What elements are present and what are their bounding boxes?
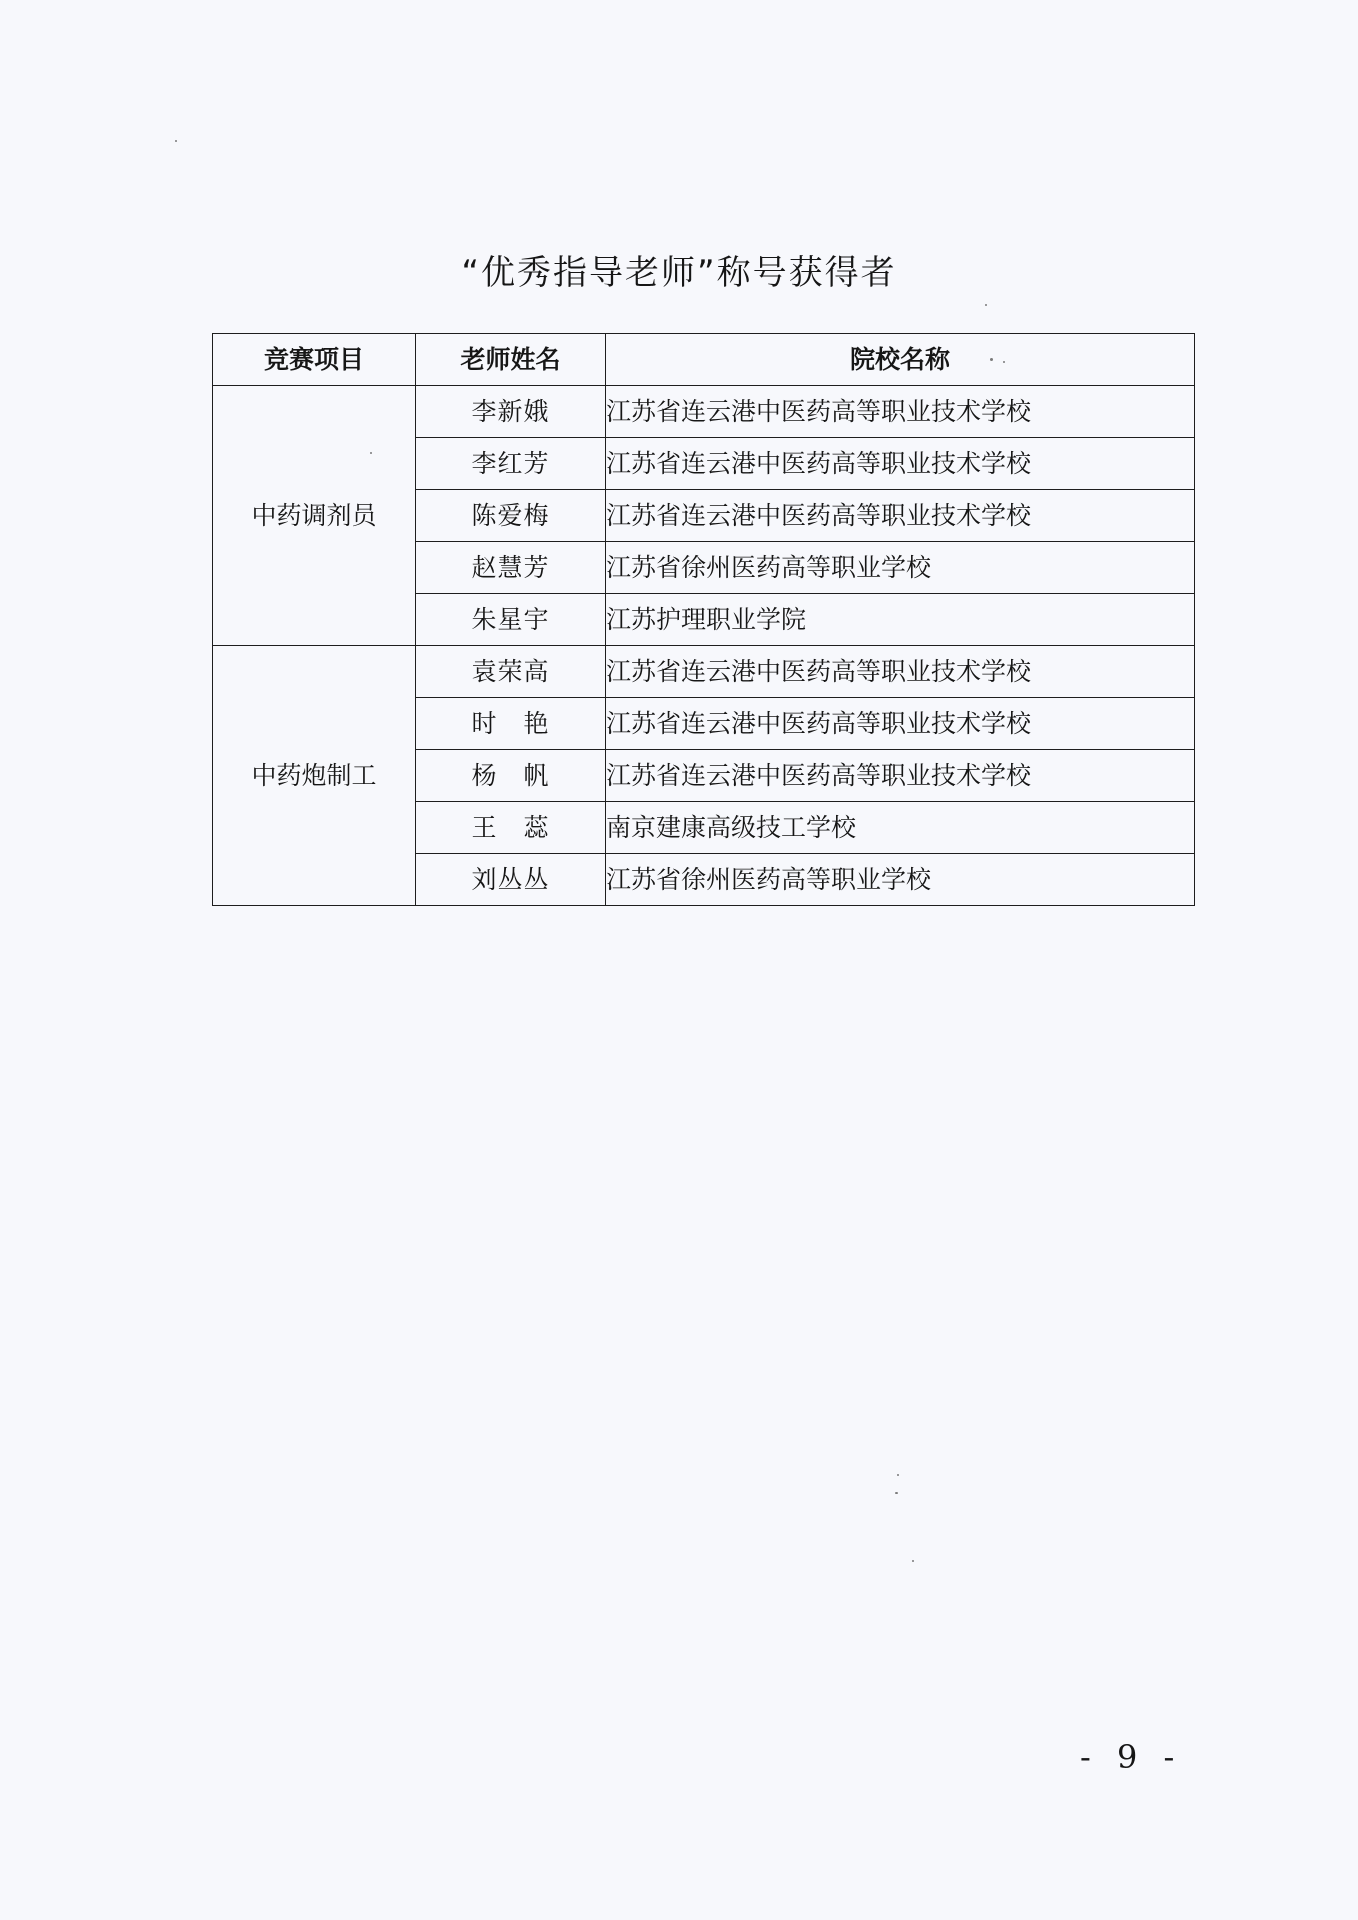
header-teacher: 老师姓名 <box>416 334 606 386</box>
scan-speck <box>985 304 987 306</box>
school-cell: 江苏省连云港中医药高等职业技术学校 <box>606 386 1195 438</box>
event-cell: 中药调剂员 <box>213 386 416 646</box>
teacher-cell: 李红芳 <box>416 438 606 490</box>
page-title: “优秀指导老师”称号获得者 <box>461 253 897 293</box>
page-number: - 9 - <box>1080 1738 1183 1776</box>
teacher-cell: 时 艳 <box>416 698 606 750</box>
table-header-row <box>213 334 1195 386</box>
school-cell: 江苏省连云港中医药高等职业技术学校 <box>606 698 1195 750</box>
teacher-cell: 袁荣高 <box>416 646 606 698</box>
scan-speck <box>897 1474 899 1476</box>
teacher-cell: 赵慧芳 <box>416 542 606 594</box>
teacher-cell: 杨 帆 <box>416 750 606 802</box>
scan-speck <box>1003 361 1005 363</box>
school-cell: 江苏省连云港中医药高等职业技术学校 <box>606 750 1195 802</box>
award-table <box>212 333 1195 906</box>
table-row <box>213 646 1195 698</box>
teacher-cell: 陈爱梅 <box>416 490 606 542</box>
school-cell: 江苏护理职业学院 <box>606 594 1195 646</box>
scan-speck <box>895 1492 898 1494</box>
school-cell: 江苏省徐州医药高等职业学校 <box>606 542 1195 594</box>
header-school: 院校名称 <box>606 334 1195 386</box>
teacher-cell: 刘丛丛 <box>416 854 606 906</box>
school-cell: 江苏省连云港中医药高等职业技术学校 <box>606 438 1195 490</box>
scan-speck <box>912 1560 914 1562</box>
school-cell: 南京建康高级技工学校 <box>606 802 1195 854</box>
school-cell: 江苏省徐州医药高等职业学校 <box>606 854 1195 906</box>
event-cell: 中药炮制工 <box>213 646 416 906</box>
school-cell: 江苏省连云港中医药高等职业技术学校 <box>606 490 1195 542</box>
scan-speck <box>990 358 993 361</box>
teacher-cell: 李新娥 <box>416 386 606 438</box>
header-event: 竞赛项目 <box>213 334 416 386</box>
table-row <box>213 386 1195 438</box>
scan-speck <box>175 140 177 142</box>
teacher-cell: 朱星宇 <box>416 594 606 646</box>
scan-speck <box>370 452 372 454</box>
teacher-cell: 王 蕊 <box>416 802 606 854</box>
school-cell: 江苏省连云港中医药高等职业技术学校 <box>606 646 1195 698</box>
